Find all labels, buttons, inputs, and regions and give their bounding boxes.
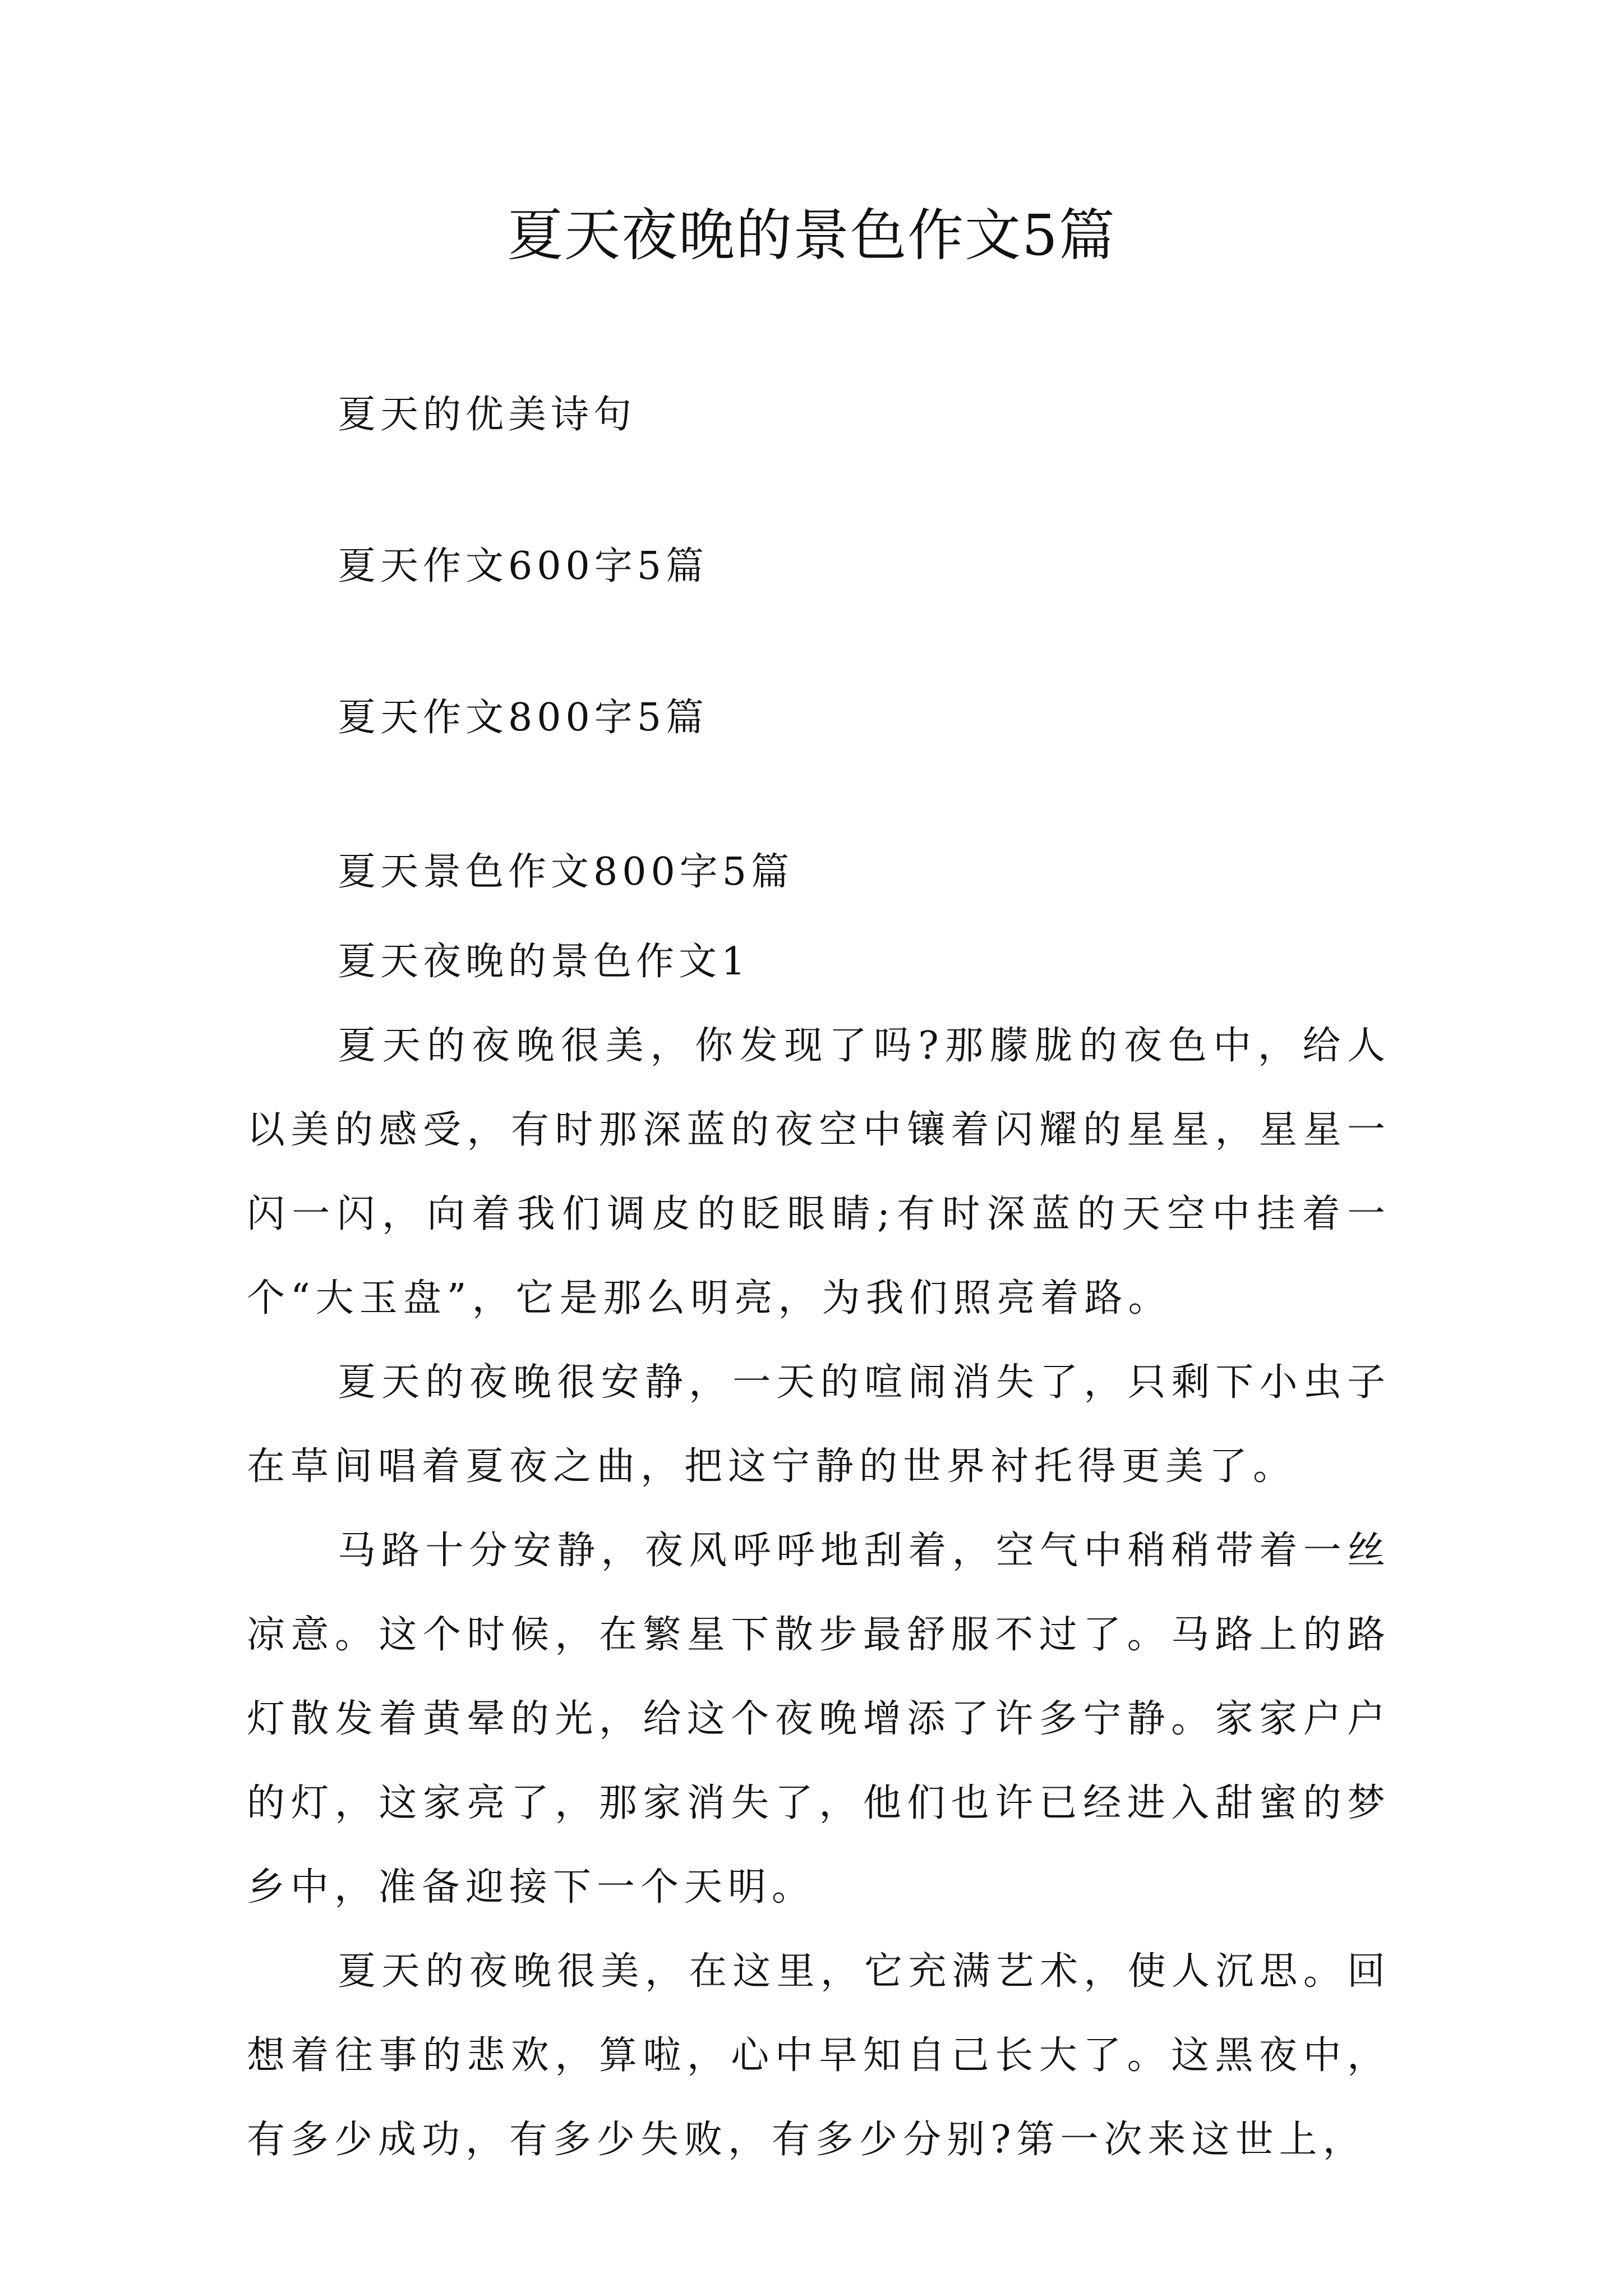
paragraph: 夏天的夜晚很美，你发现了吗?那朦胧的夜色中，给人以美的感受，有时那深蓝的夜空中镶着闪耀的星星，星星一闪一闪，向着我们调皮的眨眼睛;有时深蓝的天空中挂着一个“大玉盘”，它是那么明亮，为我们照亮着路。: [247, 1024, 1391, 1320]
paragraph: 夏天的夜晚很美，在这里，它充满艺术，使人沉思。回想着往事的悲欢，算啦，心中早知自己长大了。这黑夜中，有多少成功，有多少失败，有多少分别?第一次来这世上，: [247, 1949, 1391, 2162]
section-heading: 夏天夜晚的景色作文1: [338, 940, 750, 984]
paragraph: 马路十分安静，夜风呼呼地刮着，空气中稍稍带着一丝凉意。这个时候，在繁星下散步最舒服不过了。马路上的路灯散发着黄晕的光，给这个夜晚增添了许多宁静。家家户户的灯，这家亮了，那家消失了，他们也许已经进入甜蜜的梦乡中，准备迎接下一个天明。: [247, 1529, 1391, 1910]
toc-item: 夏天景色作文800字5篇: [338, 850, 794, 894]
paragraph: 夏天的夜晚很安静，一天的喧闹消失了，只剩下小虫子在草间唱着夏夜之曲，把这宁静的世界衬托得更美了。: [247, 1360, 1391, 1489]
toc-item: 夏天作文600字5篇: [338, 544, 709, 588]
article-body: [247, 920, 1391, 2182]
toc-item: 夏天作文800字5篇: [338, 696, 709, 740]
document-title: 夏天夜晚的景色作文5篇: [507, 203, 1116, 268]
toc-item: 夏天的优美诗句: [338, 393, 637, 437]
